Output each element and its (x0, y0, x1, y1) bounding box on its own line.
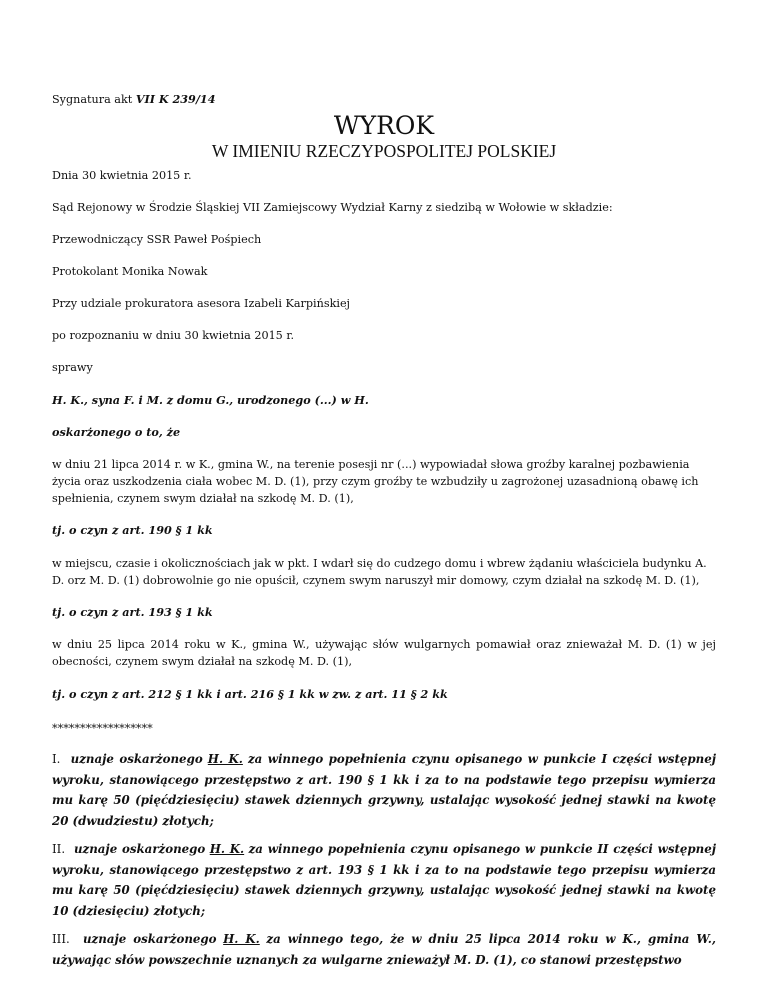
verdict-2-name: H. K. (209, 842, 245, 856)
court-clerk: Protokolant Monika Nowak (52, 265, 208, 278)
verdict-date: Dnia 30 kwietnia 2015 r. (52, 169, 192, 182)
verdict-3-name: H. K. (223, 932, 260, 946)
case-label: sprawy (52, 361, 93, 374)
document-subtitle: W IMIENIU RZECZYPOSPOLITEJ POLSKIEJ (211, 141, 557, 161)
charge-2-text: w miejscu, czasie i okolicznościach jak w pkt. I wdarł się do cudzego domu i wbrew żądaniu właściciela budynku A. D. orz M. D. (1) dobrowolnie go nie opuścił, czynem swym naruszył mir domowy, czym działał na szkodę M. D. (1), (52, 557, 707, 587)
charge-1-text: w dniu 21 lipca 2014 r. w K., gmina W., na terenie posesji nr (...) wypowiadał słowa groźby karalnej pozbawienia życia oraz uszkodzenia ciała wobec M. D. (1), przy czym groźby te wzbudziły u zagrożonej uzasadnioną obawę ich spełnienia, czynem swym działał na szkodę M. D. (1), (52, 458, 699, 505)
hearing-date: po rozpoznaniu w dniu 30 kwietnia 2015 r. (52, 329, 295, 342)
verdict-1-lead: uznaje oskarżonego (70, 752, 203, 766)
verdict-3-rest: za winnego tego, że w dniu 25 lipca 2014 roku w K., gmina W., używając słów powszechnie uznanych za wulgarne znieważył M. D. (1), co stanowi przestępstwo (52, 932, 717, 967)
document-title: WYROK (333, 111, 435, 140)
verdict-2-numeral: II. (52, 842, 66, 856)
charge-3-article: tj. o czyn z art. 212 § 1 kk i art. 216 § 1 kk w zw. z art. 11 § 2 kk (52, 687, 448, 701)
prosecutor: Przy udziale prokuratora asesora Izabeli Karpińskiej (52, 297, 351, 310)
charge-2-article: tj. o czyn z art. 193 § 1 kk (52, 605, 213, 619)
court-composition: Sąd Rejonowy w Środzie Śląskiej VII Zamiejscowy Wydział Karny z siedzibą w Wołowie w składzie: (52, 201, 613, 214)
case-signature (52, 91, 215, 108)
verdict-3-numeral: III. (52, 932, 70, 946)
verdict-2 (52, 839, 716, 921)
signature-value: VII K 239/14 (135, 92, 216, 106)
presiding-judge: Przewodniczący SSR Paweł Pośpiech (52, 233, 262, 246)
accused-of: oskarżonego o to, że (52, 425, 181, 439)
charge-1-article: tj. o czyn z art. 190 § 1 kk (52, 523, 213, 537)
verdict-1-numeral: I. (52, 752, 61, 766)
verdict-3 (52, 929, 716, 970)
verdict-1-rest: za winnego popełnienia czynu opisanego w punkcie I części wstępnej wyroku, stanowiącego przestępstwo z art. 190 § 1 kk i za to na podstawie tego przepisu wymierza mu karę 50 (pięćdziesięciu) stawek dziennych grzywny, ustalając wysokość jednej stawki na kwotę 20 (dwudziestu) złotych; (52, 752, 717, 828)
verdict-2-rest: za winnego popełnienia czynu opisanego w punkcie II części wstępnej wyroku, stanowiącego przestępstwo z art. 193 § 1 kk i za to na podstawie tego przepisu wymierza mu karę 50 (pięćdziesięciu) stawek dziennych grzywny, ustalając wysokość jednej stawki na kwotę 10 (dziesięciu) złotych; (52, 842, 717, 918)
signature-prefix: Sygnatura akt (52, 93, 133, 106)
charge-3-text: w dniu 25 lipca 2014 roku w K., gmina W., używając słów wulgarnych pomawiał oraz znieważał M. D. (1) w jej obecności, czynem swym działał na szkodę M. D. (1), (52, 638, 716, 668)
verdict-3-lead: uznaje oskarżonego (82, 932, 217, 946)
verdict-2-lead: uznaje oskarżonego (73, 842, 206, 856)
separator: ****************** (52, 722, 153, 735)
verdict-1-name: H. K. (207, 752, 243, 766)
defendant: H. K., syna F. i M. z domu G., urodzonego (...) w H. (52, 393, 369, 407)
verdict-1 (52, 749, 716, 831)
